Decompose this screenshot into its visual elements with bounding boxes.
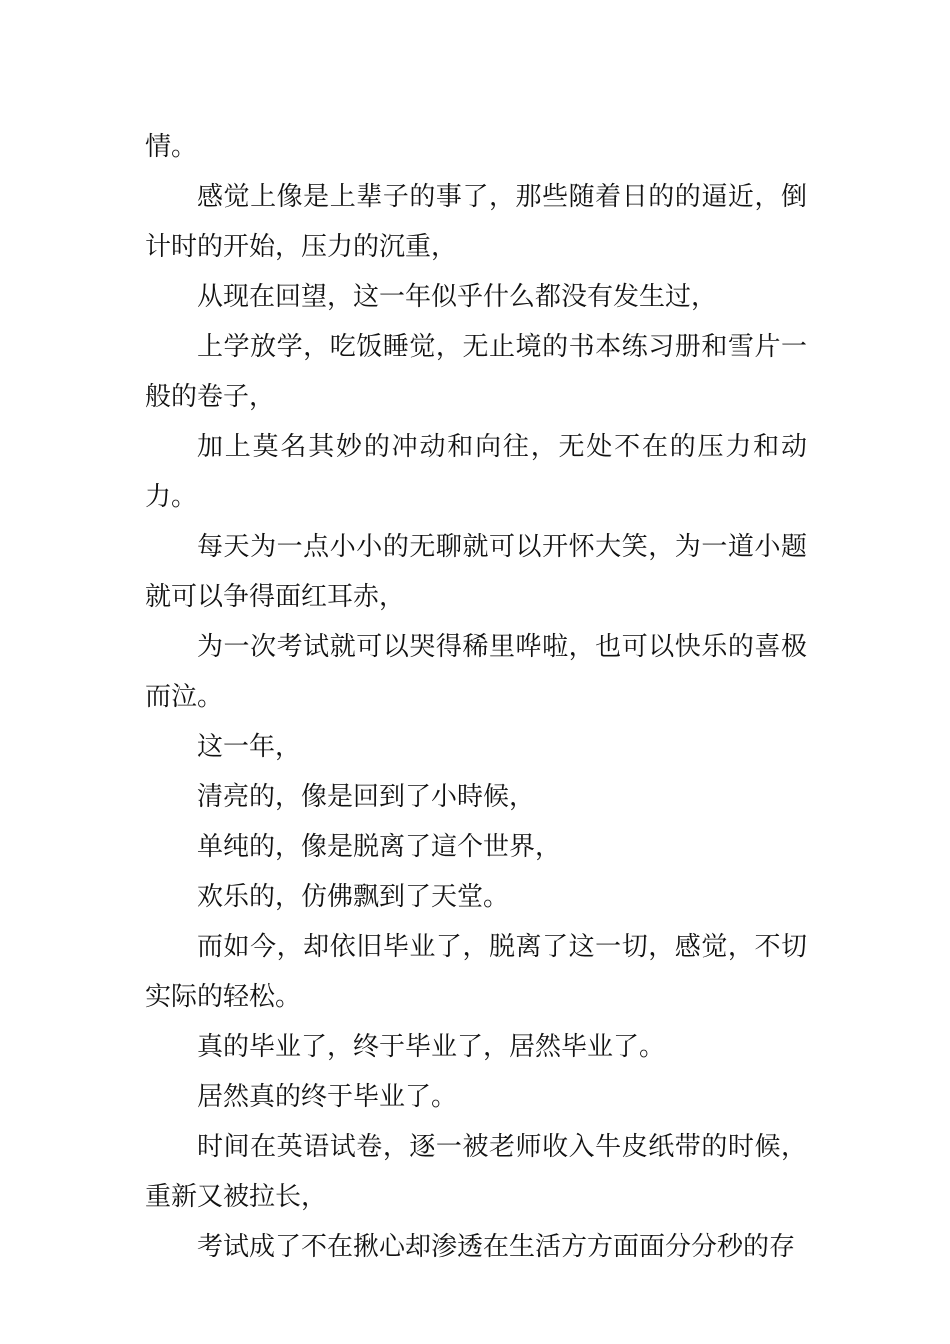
paragraph: 时间在英语试卷，逐一被老师收入牛皮纸带的时候，重新又被拉长， bbox=[145, 1132, 807, 1212]
paragraph: 为一次考试就可以哭得稀里哗啦，也可以快乐的喜极而泣。 bbox=[145, 632, 807, 712]
paragraph: 欢乐的，仿佛飘到了天堂。 bbox=[197, 882, 510, 912]
paragraph: 清亮的，像是回到了小時候， bbox=[197, 782, 536, 812]
paragraph: 上学放学，吃饭睡觉，无止境的书本练习册和雪片一般的卷子， bbox=[145, 332, 807, 412]
paragraph: 这一年， bbox=[197, 732, 302, 762]
paragraph: 每天为一点小小的无聊就可以开怀大笑，为一道小题就可以争得面红耳赤， bbox=[145, 532, 807, 612]
document-body bbox=[145, 122, 807, 1272]
paragraph: 加上莫名其妙的冲动和向往，无处不在的压力和动力。 bbox=[145, 432, 807, 512]
paragraph: 居然真的终于毕业了。 bbox=[197, 1082, 458, 1112]
paragraph: 考试成了不在揪心却渗透在生活方方面面分分秒的存 bbox=[197, 1232, 796, 1262]
paragraph-continuation: 情。 bbox=[145, 132, 198, 162]
paragraph: 从现在回望，这一年似乎什么都没有发生过， bbox=[197, 282, 718, 312]
paragraph: 单纯的，像是脱离了這个世界， bbox=[197, 832, 562, 862]
paragraph: 真的毕业了，终于毕业了，居然毕业了。 bbox=[197, 1032, 666, 1062]
paragraph: 而如今，却依旧毕业了，脱离了这一切，感觉，不切实际的轻松。 bbox=[145, 932, 807, 1012]
paragraph: 感觉上像是上辈子的事了，那些随着日的的逼近，倒计时的开始，压力的沉重， bbox=[145, 182, 807, 262]
